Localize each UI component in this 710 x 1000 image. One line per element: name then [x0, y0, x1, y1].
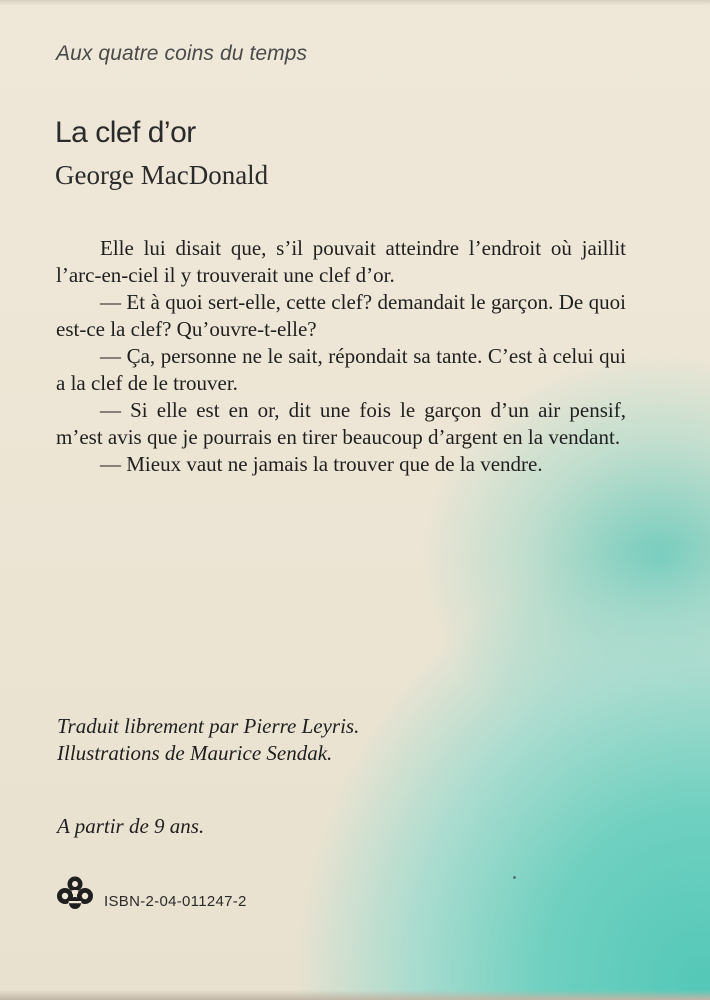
age-recommendation: A partir de 9 ans.: [57, 814, 205, 838]
isbn: ISBN-2-04-011247-2: [104, 893, 247, 910]
excerpt-paragraph: Elle lui disait que, s’il pouvait atteindre l’endroit où jaillit l’arc-en-ciel il y trouverait une clef d’or.: [56, 236, 626, 287]
top-edge-shadow: [0, 0, 710, 6]
excerpt-paragraph: — Ça, personne ne le sait, répondait sa tante. C’est à celui qui a la clef de le trouver.: [56, 344, 626, 395]
illustration-credit: Illustrations de Maurice Sendak.: [57, 741, 333, 765]
paper-speck: [513, 876, 516, 879]
excerpt-paragraph: — Si elle est en or, dit une fois le garçon d’un air pensif, m’est avis que je pourrais en tirer beaucoup d’argent en la vendant.: [56, 398, 626, 449]
excerpt-paragraph: — Mieux vaut ne jamais la trouver que de la vendre.: [100, 452, 543, 476]
series-name: Aux quatre coins du temps: [56, 42, 308, 65]
credits: [57, 713, 359, 767]
excerpt-paragraph: — Et à quoi sert-elle, cette clef? demandait le garçon. De quoi est-ce la clef? Qu’ouvre-t-elle?: [56, 290, 626, 341]
bottom-edge-shadow: [0, 990, 710, 1000]
publisher-logo-icon: [55, 876, 95, 910]
book-author: George MacDonald: [55, 160, 269, 190]
excerpt: [56, 235, 626, 478]
translation-credit: Traduit librement par Pierre Leyris.: [57, 714, 360, 738]
book-title: La clef d’or: [55, 116, 196, 149]
